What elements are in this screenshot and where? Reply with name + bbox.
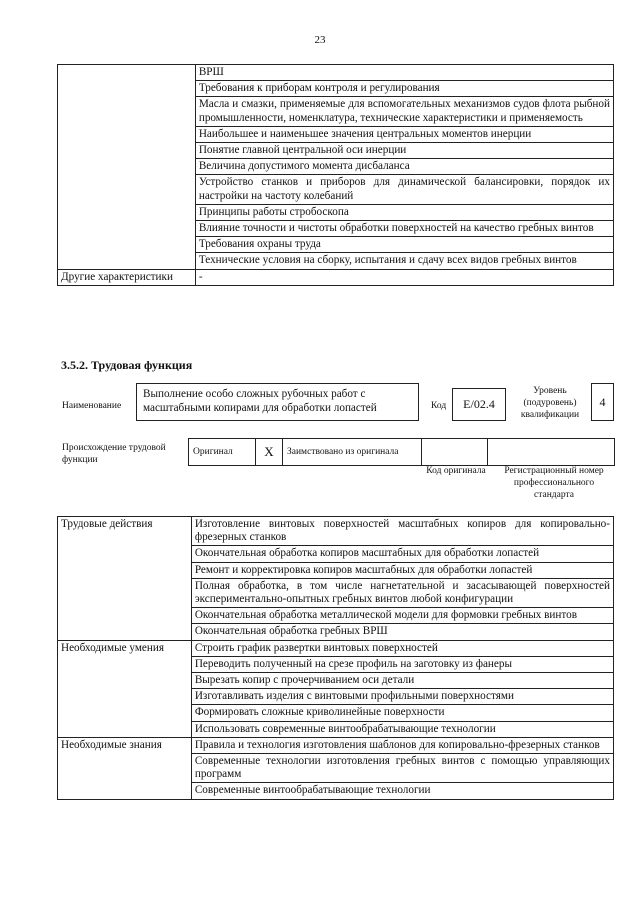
original-code-cell xyxy=(422,439,488,466)
skill-item: Использовать современные винтообрабатывающие технологии xyxy=(191,721,613,737)
other-characteristics-value: - xyxy=(195,269,613,285)
labor-action-item: Полная обработка, в том числе нагнетательной и засасывающей поверхностей экспериментально-опытных гребных винтов любой конфигурации xyxy=(191,578,613,607)
knowledge-item: Технические условия на сборку, испытания и сдачу всех видов гребных винтов xyxy=(195,253,613,269)
skill-item: Формировать сложные криволинейные поверхности xyxy=(191,705,613,721)
knowledge-item: Современные винтообрабатывающие технологии xyxy=(191,783,613,799)
knowledge-item: Современные технологии изготовления гребных винтов с помощью управляющих программ xyxy=(191,754,613,783)
knowledge-item: Требования охраны труда xyxy=(195,237,613,253)
skill-item: Вырезать копир с прочерчиванием оси детали xyxy=(191,673,613,689)
knowledge-item: Величина допустимого момента дисбаланса xyxy=(195,159,613,175)
knowledge-item: ВРШ xyxy=(195,65,613,81)
labor-action-item: Окончательная обработка металлической модели для формовки гребных винтов xyxy=(191,608,613,624)
knowledge-item: Масла и смазки, применяемые для вспомогательных механизмов судов флота рыбной промышленности, номенклатура, технические характеристики и применяемость xyxy=(195,97,613,126)
skill-item: Изготавливать изделия с винтовыми профильными поверхностями xyxy=(191,689,613,705)
knowledge-label: Необходимые знания xyxy=(58,737,192,799)
knowledge-item: Наибольшее и наименьшее значения центральных моментов инерции xyxy=(195,126,613,142)
labor-action-item: Окончательная обработка копиров масштабных для обработки лопастей xyxy=(191,546,613,562)
knowledge-item: Правила и технология изготовления шаблонов для копировально-фрезерных станков xyxy=(191,737,613,753)
function-name-value: Выполнение особо сложных рубочных работ с масштабными копирами для обработки лопастей xyxy=(136,383,419,421)
labor-action-item: Окончательная обработка гребных ВРШ xyxy=(191,624,613,640)
knowledge-item: Требования к приборам контроля и регулирования xyxy=(195,81,613,97)
origin-table xyxy=(188,438,615,466)
knowledge-item: Принципы работы стробоскопа xyxy=(195,204,613,220)
knowledge-item: Устройство станков и приборов для динамической балансировки, порядок их настройки на частоту колебаний xyxy=(195,175,613,204)
labor-action-item: Ремонт и корректировка копиров масштабных для обработки лопастей xyxy=(191,562,613,578)
labor-actions-label: Трудовые действия xyxy=(58,517,192,641)
qualification-level-value: 4 xyxy=(591,383,614,421)
registration-number-caption: Регистрационный номер профессионального стандарта xyxy=(504,466,604,500)
page-number: 23 xyxy=(314,34,326,46)
qualification-level-label: Уровень (подуровень) квалификации xyxy=(520,386,580,420)
section-heading: 3.5.2. Трудовая функция xyxy=(61,358,193,372)
original-label: Оригинал xyxy=(189,439,256,466)
empty-label-cell xyxy=(58,65,196,270)
knowledge-item: Влияние точности и чистоты обработки поверхностей на качество гребных винтов xyxy=(195,221,613,237)
registration-number-cell xyxy=(488,439,615,466)
function-code-value: E/02.4 xyxy=(452,388,506,421)
borrowed-label: Заимствовано из оригинала xyxy=(283,439,422,466)
other-characteristics-label: Другие характеристики xyxy=(58,269,196,285)
original-mark: X xyxy=(256,439,283,466)
labor-action-item: Изготовление винтовых поверхностей масштабных копиров для копировально-фрезерных станков xyxy=(191,517,613,546)
knowledge-item: Понятие главной центральной оси инерции xyxy=(195,143,613,159)
origin-label: Происхождение трудовой функции xyxy=(62,443,166,465)
skills-label: Необходимые умения xyxy=(58,640,192,737)
function-name-label: Наименование xyxy=(62,401,122,411)
skill-item: Строить график развертки винтовых поверхностей xyxy=(191,640,613,656)
function-code-label: Код xyxy=(431,401,447,411)
labor-function-table xyxy=(57,516,614,800)
original-code-caption: Код оригинала xyxy=(426,466,486,476)
skill-item: Переводить полученный на срезе профиль на заготовку из фанеры xyxy=(191,656,613,672)
knowledge-continuation-table xyxy=(57,64,614,286)
